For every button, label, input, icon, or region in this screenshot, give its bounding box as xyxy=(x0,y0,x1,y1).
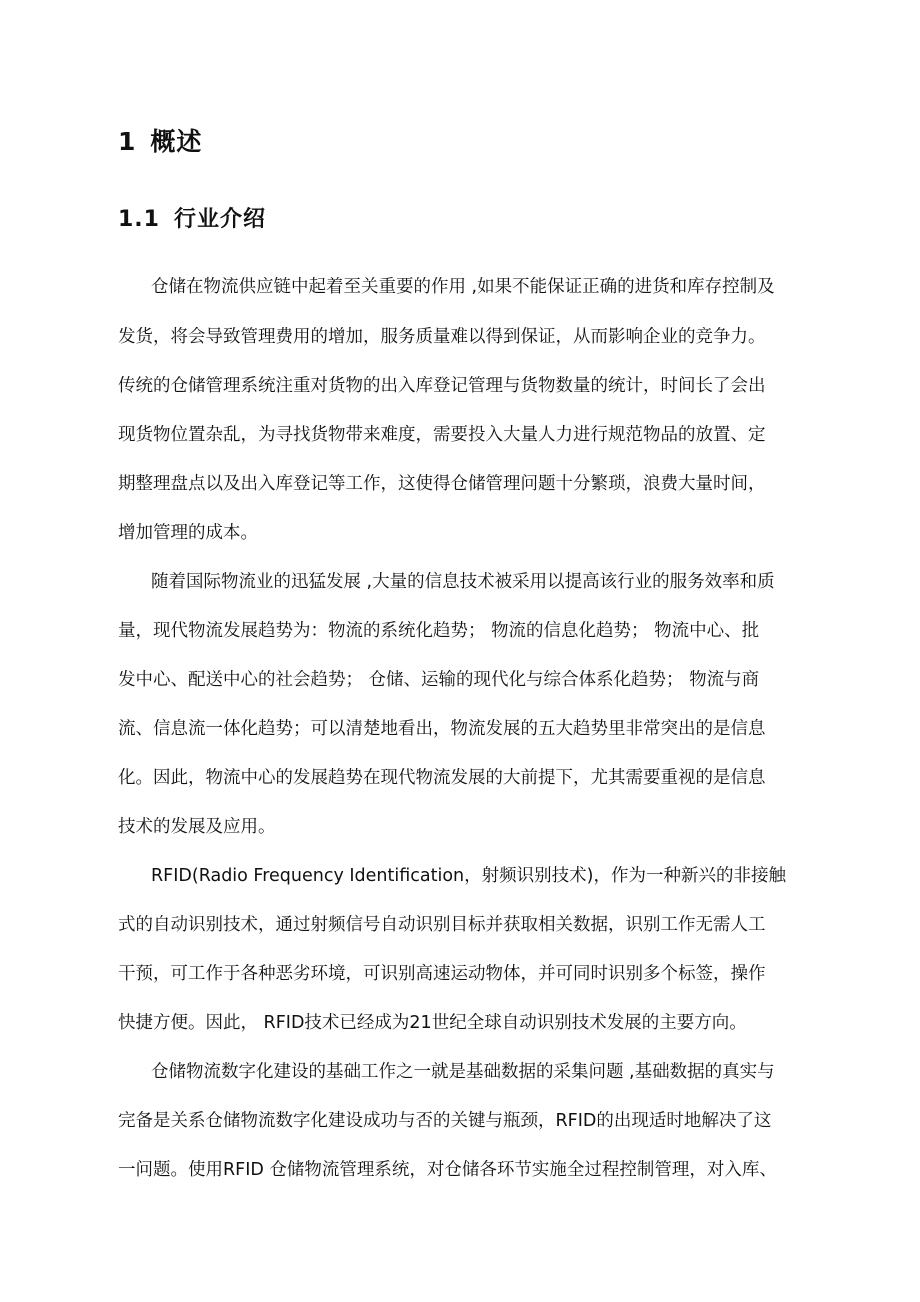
paragraph-1-line-5: 期整理盘点以及出入库登记等工作，这使得仓储管理问题十分繁琐，浪费大量时间， xyxy=(118,474,766,494)
paragraph-4-line-2: 完备是关系仓储物流数字化建设成功与否的关键与瓶颈，RFID的出现适时地解决了这 xyxy=(118,1111,772,1131)
paragraph-2-line-6: 技术的发展及应用。 xyxy=(118,817,276,837)
paragraph-2-line-1: 随着国际物流业的迅猛发展 ,大量的信息技术被采用以提高该行业的服务效率和质 xyxy=(151,572,775,592)
heading-level-1 xyxy=(118,120,202,164)
paragraph-2-line-5: 化。因此，物流中心的发展趋势在现代物流发展的大前提下，尤其需要重视的是信息 xyxy=(118,768,766,788)
heading-1-number: 1 xyxy=(118,127,137,156)
paragraph-4-line-3: 一问题。使用RFID 仓储物流管理系统，对仓储各环节实施全过程控制管理，对入库、 xyxy=(118,1160,777,1180)
paragraph-1-line-3: 传统的仓储管理系统注重对货物的出入库登记管理与货物数量的统计，时间长了会出 xyxy=(118,376,766,396)
paragraph-3-line-1: RFID(Radio Frequency Identification，射频识别技术)，作为一种新兴的非接触 xyxy=(151,866,786,886)
paragraph-3-line-3: 干预，可工作于各种恶劣环境，可识别高速运动物体，并可同时识别多个标签，操作 xyxy=(118,964,766,984)
paragraph-1-line-2: 发货，将会导致管理费用的增加，服务质量难以得到保证，从而影响企业的竞争力。 xyxy=(118,327,766,347)
paragraph-4-line-1: 仓储物流数字化建设的基础工作之一就是基础数据的采集问题 ,基础数据的真实与 xyxy=(151,1062,775,1082)
heading-1-title: 概述 xyxy=(150,127,203,156)
paragraph-2-line-2: 量，现代物流发展趋势为：物流的系统化趋势； 物流的信息化趋势； 物流中心、批 xyxy=(118,621,760,641)
paragraph-1-line-6: 增加管理的成本。 xyxy=(118,523,258,543)
heading-2-title: 行业介绍 xyxy=(173,207,266,232)
paragraph-3-line-4: 快捷方便。因此， RFID技术已经成为21世纪全球自动识别技术发展的主要方向。 xyxy=(118,1013,747,1033)
paragraph-2-line-4: 流、信息流一体化趋势；可以清楚地看出，物流发展的五大趋势里非常突出的是信息 xyxy=(118,719,766,739)
heading-2-number: 1.1 xyxy=(118,207,160,232)
heading-level-2 xyxy=(118,198,266,242)
paragraph-3-line-2: 式的自动识别技术，通过射频信号自动识别目标并获取相关数据，识别工作无需人工 xyxy=(118,915,766,935)
paragraph-1-line-4: 现货物位置杂乱，为寻找货物带来难度，需要投入大量人力进行规范物品的放置、定 xyxy=(118,425,766,445)
paragraph-1-line-1: 仓储在物流供应链中起着至关重要的作用 ,如果不能保证正确的进货和库存控制及 xyxy=(151,277,775,297)
paragraph-2-line-3: 发中心、配送中心的社会趋势； 仓储、运输的现代化与综合体系化趋势； 物流与商 xyxy=(118,670,760,690)
